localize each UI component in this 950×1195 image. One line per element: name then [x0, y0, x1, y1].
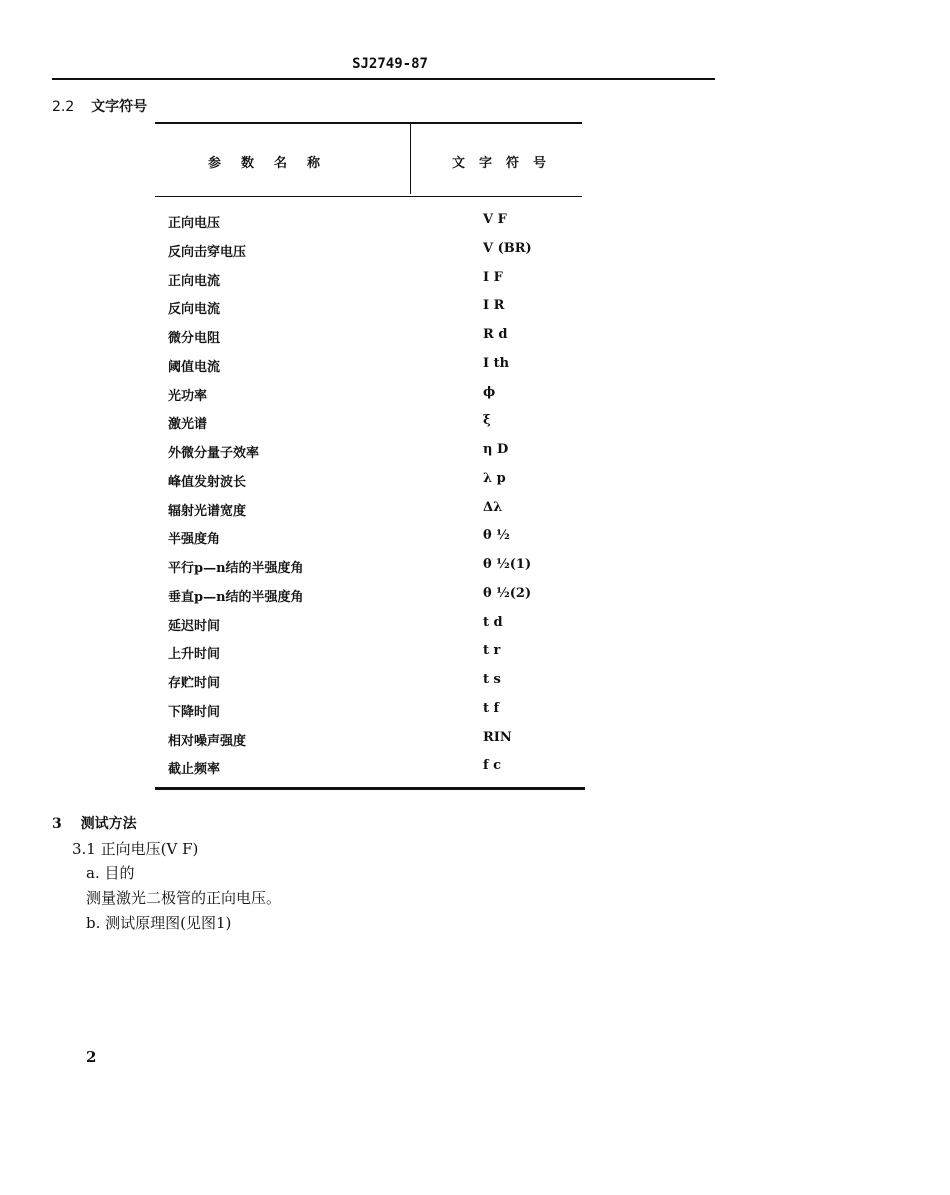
param-symbol: λ p — [483, 470, 506, 486]
table-row — [168, 643, 588, 672]
param-name: 峰值发射波长 — [168, 474, 247, 490]
item-a-label: a. 目的 — [86, 864, 135, 882]
param-symbol: I R — [483, 298, 505, 314]
param-name: 辐射光谱宽度 — [168, 503, 247, 519]
section-title: 测试方法 — [80, 816, 137, 832]
table-row — [168, 701, 588, 730]
table-row — [168, 327, 588, 356]
param-name: 垂直p—n结的半强度角 — [168, 589, 304, 605]
param-name: 阈值电流 — [168, 359, 221, 375]
section-3-heading — [52, 813, 137, 833]
param-name: 下降时间 — [168, 704, 221, 720]
param-name: 相对噪声强度 — [168, 733, 247, 749]
section-number: 3 — [52, 816, 62, 832]
param-name: 正向电压 — [168, 216, 221, 231]
param-symbol: I F — [483, 269, 503, 285]
page-number: 2 — [86, 1048, 97, 1066]
param-symbol: I th — [483, 355, 510, 371]
table-row — [168, 356, 588, 385]
table-row — [168, 270, 588, 299]
table-row — [168, 298, 588, 327]
section-title: 文字符号 — [91, 99, 148, 115]
table-row — [168, 730, 588, 759]
param-name: 正向电流 — [168, 273, 221, 289]
param-name: 激光谱 — [168, 417, 208, 433]
param-symbol: Δλ — [483, 499, 503, 515]
table-row — [168, 557, 588, 586]
table-row — [168, 471, 588, 500]
table-header-divider — [410, 124, 411, 194]
param-symbol: ϕ — [483, 384, 496, 400]
table-row — [168, 758, 588, 787]
param-symbol: R d — [483, 327, 508, 342]
param-name: 上升时间 — [168, 647, 221, 663]
param-symbol: θ ½(2) — [483, 585, 532, 601]
table-header-rule — [155, 196, 582, 197]
param-name: 外微分量子效率 — [168, 446, 260, 461]
param-symbol: RIN — [483, 729, 512, 745]
item-b-label: b. 测试原理图(见图1) — [86, 914, 232, 932]
table-row — [168, 672, 588, 701]
param-symbol: t f — [483, 700, 500, 716]
param-symbol: t d — [483, 614, 503, 630]
table-row — [168, 442, 588, 471]
table-row — [168, 586, 588, 615]
doc-code: SJ2749-87 — [352, 56, 428, 72]
param-name: 平行p—n结的半强度角 — [168, 561, 304, 576]
symbol-table — [168, 212, 588, 787]
table-row — [168, 241, 588, 270]
table-row — [168, 528, 588, 557]
table-row — [168, 385, 588, 414]
param-name: 半强度角 — [168, 532, 221, 548]
param-symbol: V (BR) — [483, 240, 532, 256]
param-symbol: t r — [483, 643, 501, 659]
param-symbol: V F — [483, 212, 507, 227]
param-symbol: t s — [483, 672, 501, 687]
table-top-rule — [155, 122, 582, 124]
table-header-symbol: 文字符号 — [452, 156, 561, 171]
table-header-name: 参数名称 — [208, 156, 341, 171]
table-row — [168, 500, 588, 529]
param-name: 截止频率 — [168, 762, 221, 778]
param-name: 微分电阻 — [168, 331, 221, 346]
section-2-2-heading — [52, 96, 147, 116]
section-number: 2.2 — [52, 99, 75, 115]
item-a-text: 测量激光二极管的正向电压。 — [86, 889, 282, 907]
param-symbol: η D — [483, 442, 509, 457]
param-name: 光功率 — [168, 388, 208, 404]
param-name: 存贮时间 — [168, 676, 221, 691]
param-name: 延迟时间 — [168, 618, 221, 634]
param-name: 反向击穿电压 — [168, 244, 247, 260]
table-row — [168, 615, 588, 644]
param-symbol: θ ½ — [483, 528, 510, 544]
table-row — [168, 212, 588, 241]
subsection-3-1: 3.1 正向电压(V F) — [72, 840, 199, 858]
param-symbol: θ ½(1) — [483, 557, 532, 572]
param-symbol: f c — [483, 758, 502, 774]
param-symbol: ξ — [483, 413, 491, 429]
header-rule — [52, 78, 715, 80]
param-name: 反向电流 — [168, 302, 221, 318]
table-row — [168, 413, 588, 442]
table-bottom-rule — [155, 787, 585, 790]
